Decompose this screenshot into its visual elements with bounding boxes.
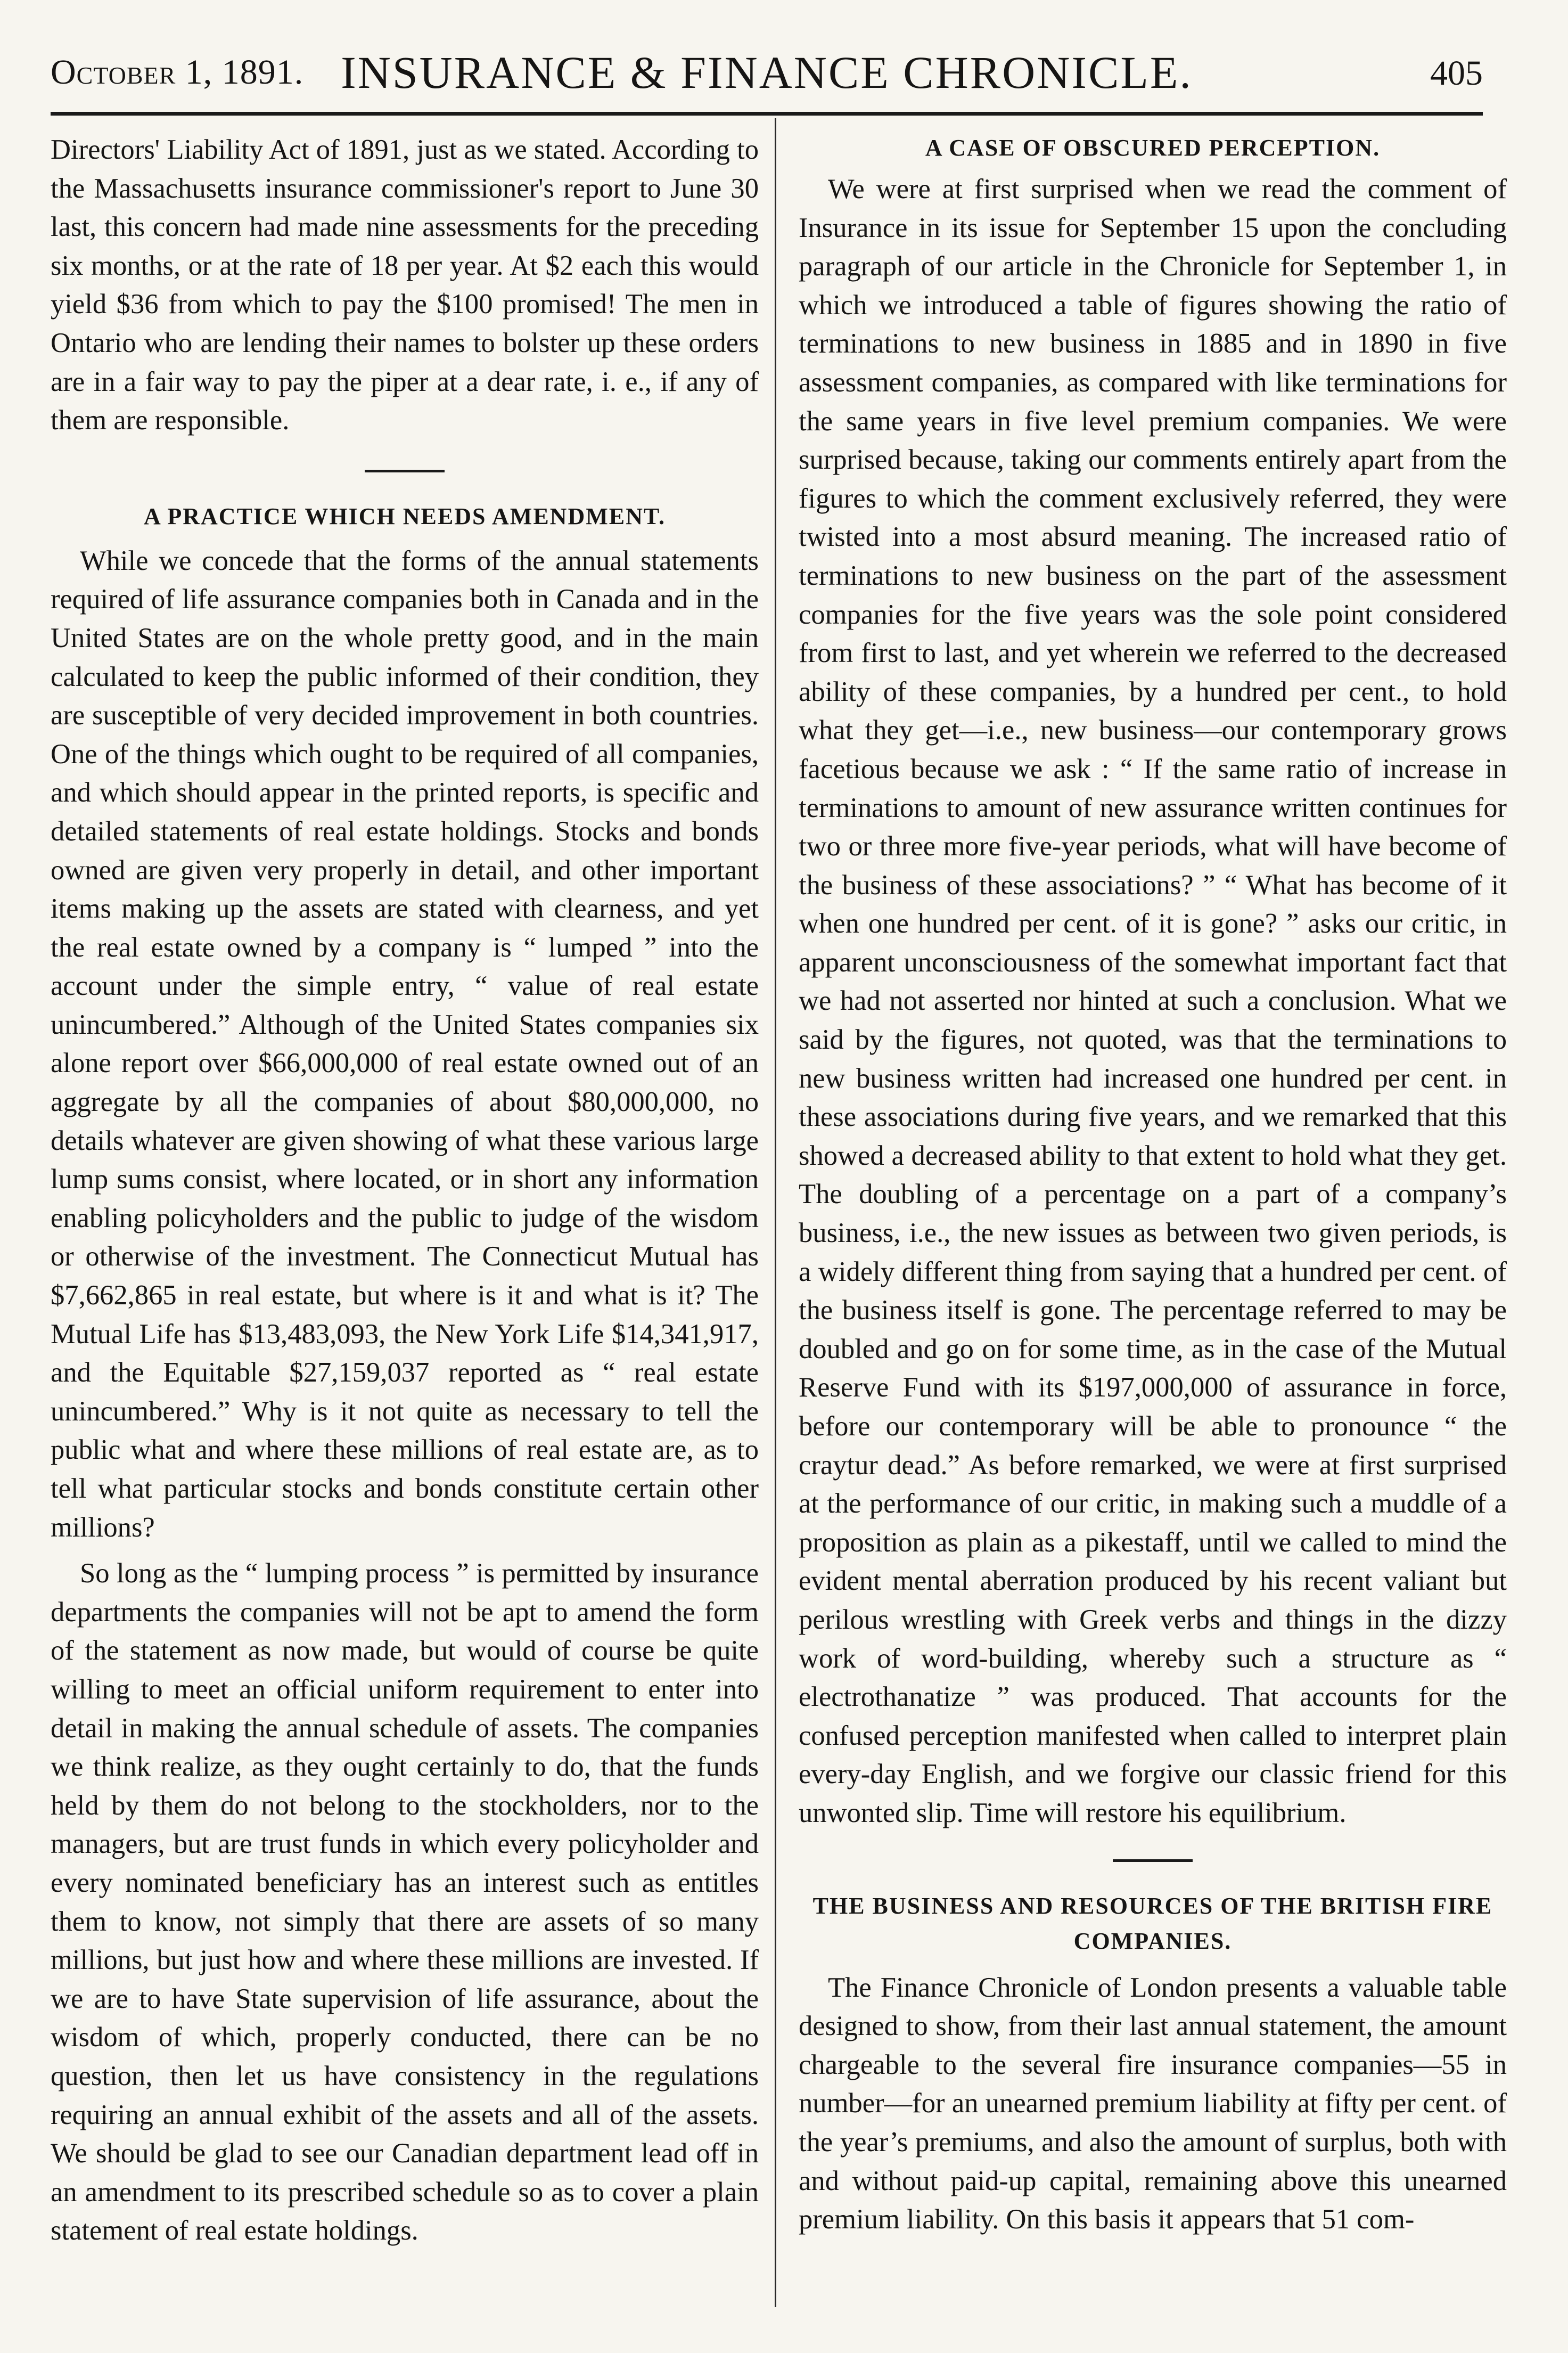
header-rule <box>51 112 1483 116</box>
british-fire-paragraph: The Finance Chronicle of London presents a valuable table designed to show, from their last annual statement, the amount chargeable to the several fire insurance companies—55 in number—for an unearned premium liability at fifty per cent. of the year’s premiums, and also the amount of surplus, both with and without paid-up capital, remaining above this unearned premium liability. On this basis it appears that 51 com- <box>799 1972 1507 2235</box>
right-column <box>799 130 1507 2239</box>
article-title-british-fire: THE BUSINESS AND RESOURCES OF THE BRITISH FIRE COMPANIES. <box>812 1892 1493 1954</box>
page-header <box>51 42 1483 105</box>
header-title: INSURANCE & FINANCE CHRONICLE. <box>341 47 1193 98</box>
left-column <box>51 130 759 2250</box>
intro-paragraph: Directors' Liability Act of 1891, just as we stated. According to the Massachusetts insurance commissioner's report to June 30 last, this concern had made nine assessments for the preceding six months, or at the rate of 18 per year. At $2 each this would yield $36 from which to pay the $100 promised! The men in Ontario who are lending their names to bolster up these orders are in a fair way to pay the piper at a dear rate, i. e., if any of them are responsible. <box>51 134 759 436</box>
practice-paragraph-1: While we concede that the forms of the annual statements required of life assurance companies both in Canada and in the United States are on the whole pretty good, and in the main calculated to keep the public informed of their condition, they are susceptible of very decided improvement in both countries. One of the things which ought to be required of all companies, and which should appear in the printed reports, is specific and detailed statements of real estate holdings. Stocks and bonds owned are given very properly in detail, and other important items making up the assets are stated with clearness, and yet the real estate owned by a company is “ lumped ” into the account under the simple entry, “ value of real estate unincumbered.” Although of the United States companies six alone report over $66,000,000 of real estate owned out of an aggregate by all the companies of about $80,000,000, no details whatever are given showing of what these various large lump sums consist, where located, or in short any information enabling policyholders and the public to judge of the wisdom or otherwise of the investment. The Connecticut Mutual has $7,662,865 in real estate, but where is it and what is it? The Mutual Life has $13,483,093, the New York Life $14,341,917, and the Equitable $27,159,037 reported as “ real estate unincumbered.” Why is it not quite as necessary to tell the public what and where these millions of real estate are, as to tell what particular stocks and bonds constitute certain other millions? <box>51 545 759 1543</box>
header-date: October 1, 1891. <box>51 53 304 92</box>
page-number: 405 <box>1430 54 1483 93</box>
practice-paragraph-2: So long as the “ lumping process ” is permitted by insurance departments the companies will not be apt to amend the form of the statement as now made, but would of course be quite willing to meet an official uniform requirement to enter into detail in making the annual schedule of assets. The companies we think realize, as they ought certainly to do, that the funds held by them do not belong to the stockholders, nor to the managers, but are trust funds in which every policyholder and every nominated beneficiary has an interest such as entitles them to know, not simply that there are assets of so many millions, but just how and where these millions are invested. If we are to have State supervision of life assurance, about the wisdom of which, properly conducted, there can be no question, then let us have consistency in the regulations requiring an annual exhibit of the assets and all of the assets. We should be glad to see our Canadian department lead off in an amendment to its prescribed schedule so as to cover a plain statement of real estate holdings. <box>51 1558 759 2246</box>
column-divider <box>775 118 776 2307</box>
obscured-perception-paragraph: We were at first surprised when we read the comment of Insurance in its issue for September 15 upon the concluding paragraph of our article in the Chronicle for September 1, in which we introduced a table of figures showing the ratio of terminations to new business in 1885 and in 1890 in five assessment companies, as compared with like terminations for the same years in five level premium companies. We were surprised because, taking our comments entirely apart from the figures to which the comment exclusively referred, they were twisted into a most absurd meaning. The increased ratio of terminations to new business on the part of the assessment companies for the five years was the sole point considered from first to last, and yet wherein we referred to the decreased ability of these companies, by a hundred per cent., to hold what they get—i.e., new business—our contemporary grows facetious because we ask : “ If the same ratio of increase in terminations to amount of new assurance written continues for two or three more five-year periods, what will have become of the business of these associations? ” “ What has become of it when one hundred per cent. of it is gone? ” asks our critic, in apparent unconsciousness of the somewhat important fact that we had not asserted nor hinted at such a conclusion. What we said by the figures, not quoted, was that the terminations to new business written had increased one hundred per cent. in these associations during five years, and we remarked that this showed a decreased ability to that extent to hold what they get. The doubling of a percentage on a part of a company’s business, i.e., the new issues as between two given periods, is a widely different thing from saying that a hundred per cent. of the business itself is gone. The percentage referred to may be doubled and go on for some time, as in the case of the Mutual Reserve Fund with its $197,000,000 of assurance in force, before our contemporary will be able to pronounce “ the craytur dead.” As before remarked, we were at first surprised at the performance of our critic, in making such a muddle of a proposition as plain as a pikestaff, until we called to mind the evident mental aberration produced by his recent valiant but perilous wrestling with Greek verbs and things in the dizzy work of word-building, whereby such a structure as “ electrothanatize ” was produced. That accounts for the confused perception manifested when called to interpret plain every-day English, and we forgive our classic friend for this unwonted slip. Time will restore his equilibrium. <box>799 174 1507 1828</box>
article-title-practice: A PRACTICE WHICH NEEDS AMENDMENT. <box>144 503 666 529</box>
article-title-obscured-perception: A CASE OF OBSCURED PERCEPTION. <box>925 135 1381 161</box>
